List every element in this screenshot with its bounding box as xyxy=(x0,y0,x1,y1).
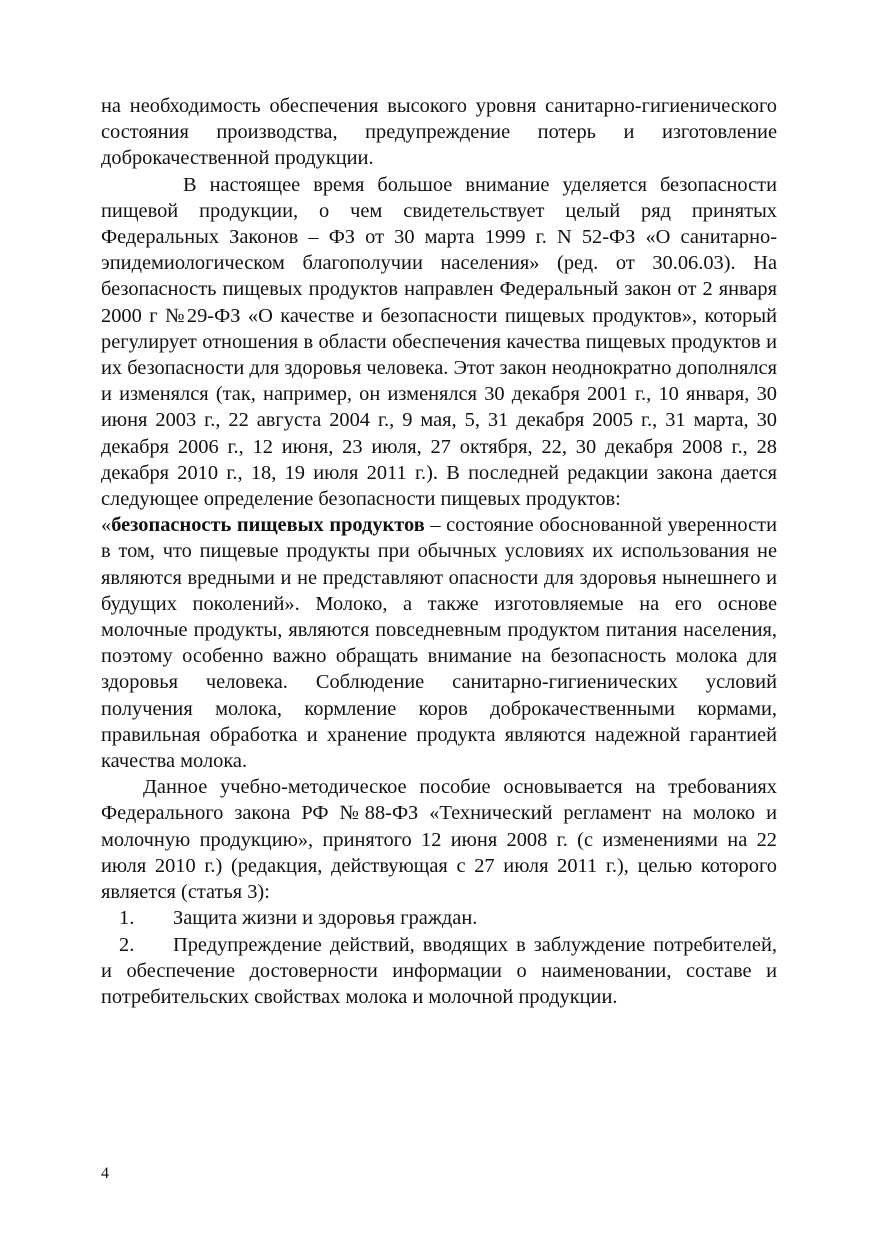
list-item-number: 2. xyxy=(119,933,135,956)
paragraph-definition xyxy=(101,512,777,774)
open-quote: « xyxy=(101,514,112,537)
definition-text: – состояние обоснованной уверенности в том, что пищевые продукты при обычных условиях их использования не являются вредными и не представляют опасности для здоровья нынешнего и будущих поколений». Молоко, а также изготовляемые на его основе молочные продукты, являются повседневным продуктом питания населения, поэтому особенно важно обращать внимание на безопасность молока для здоровья человека. Соблюдение санитарно-гигиенических условий получения молока, кормление коров доброкачественными кормами, правильная обработка и хранение продукта являются надежной гарантией качества молока. xyxy=(101,514,777,773)
paragraph-food-safety-laws: В настоящее время большое внимание уделяется безопасности пищевой продукции, о чем свидетельствует целый ряд принятых Федеральных Законов – ФЗ от 30 марта 1999 г. N 52-ФЗ «О санитарно-эпидемиологическом благополучии населения» (ред. от 30.06.03). На безопасность пищевых продуктов направлен Федеральный закон от 2 января 2000 г №29-ФЗ «О качестве и безопасности пищевых продуктов», который регулирует отношения в области обеспечения качества пищевых продуктов и их безопасности для здоровья человека. Этот закон неоднократно дополнялся и изменялся (так, например, он изменялся 30 декабря 2001 г., 10 января, 30 июня 2003 г., 22 августа 2004 г., 9 мая, 5, 31 декабря 2005 г., 31 марта, 30 декабря 2006 г., 12 июня, 23 июля, 27 октября, 22, 30 декабря 2008 г., 28 декабря 2010 г., 18, 19 июля 2011 г.). В последней редакции закона дается следующее определение безопасности пищевых продуктов: xyxy=(101,173,777,511)
page-number: 4 xyxy=(101,1165,109,1182)
paragraph-intro: на необходимость обеспечения высокого уровня санитарно-гигиенического состояния производства, предупреждение потерь и изготовление доброкачественной продукции. xyxy=(101,95,777,170)
defined-term: безопасность пищевых продуктов xyxy=(111,514,425,537)
document-page xyxy=(101,0,777,1241)
list-item-text: Предупреждение действий, вводящих в заблуждение потребителей, и обеспечение достоверности информации о наименовании, составе и потребительских свойствах молока и молочной продукции. xyxy=(101,933,777,1008)
paragraph-regulation: Данное учебно-методическое пособие основывается на требованиях Федерального закона РФ №88-ФЗ «Технический регламент на молоко и молочную продукцию», принятого 12 июня 2008 г. (с изменениями на 22 июля 2010 г.) (редакция, действующая с 27 июля 2011 г.), целью которого является (статья 3): xyxy=(101,776,777,904)
list-item xyxy=(101,905,777,931)
list-item-number: 1. xyxy=(119,907,135,930)
list-item-text: Защита жизни и здоровья граждан. xyxy=(173,907,478,930)
list-item xyxy=(101,932,777,1011)
body-text xyxy=(101,93,777,1010)
